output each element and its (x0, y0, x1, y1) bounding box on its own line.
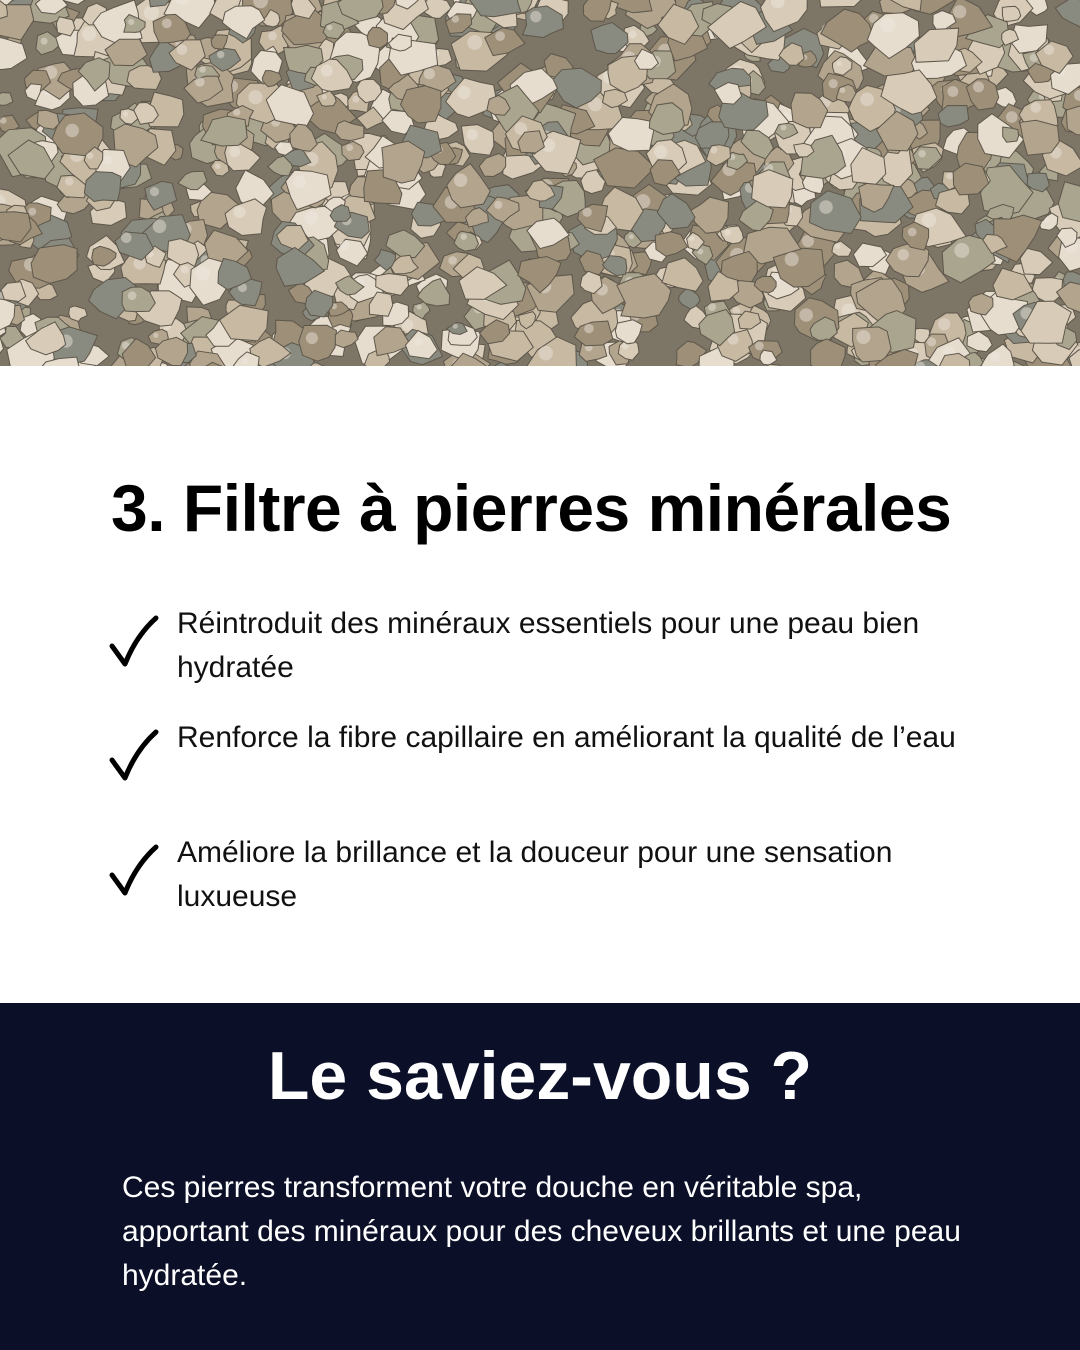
stone-highlight (467, 35, 482, 50)
stone-highlight (938, 318, 950, 330)
stone-highlight (725, 229, 731, 235)
stone-highlight (215, 163, 221, 169)
stone-highlight (948, 86, 959, 97)
stone-highlight (654, 145, 667, 158)
stone-highlight (123, 112, 128, 117)
stone-highlight (973, 81, 984, 92)
stone-highlight (856, 330, 870, 344)
stone-highlight (162, 19, 172, 29)
mineral-stones-photo (0, 0, 1080, 366)
stone-highlight (233, 109, 240, 116)
stone-highlight (708, 303, 716, 311)
stone-highlight (946, 173, 953, 180)
stone-highlight (457, 86, 470, 99)
stone (1020, 120, 1059, 155)
stone-highlight (582, 208, 591, 217)
stone-highlight (293, 176, 306, 189)
benefit-text: Améliore la brillance et la douceur pour une sensation luxueuse (177, 836, 893, 913)
stone-highlight (530, 11, 541, 22)
stone-highlight (65, 177, 73, 185)
stone-highlight (153, 220, 167, 234)
hero-image (0, 0, 1080, 366)
banner-text: Ces pierres transforment votre douche en véritable spa, apportant des minéraux pour des cheveux brillants et une peau hydratée. (122, 1171, 961, 1292)
stone-highlight (327, 25, 333, 31)
benefit-item (108, 716, 988, 806)
stone-highlight (448, 256, 457, 265)
stone-highlight (494, 201, 502, 209)
stone-highlight (268, 32, 277, 41)
stone-highlight (495, 31, 505, 41)
stone-highlight (467, 129, 478, 140)
benefit-text: Renforce la fibre capillaire en améliorant la qualité de l’eau (177, 721, 956, 754)
stone-highlight (153, 333, 158, 338)
stone-highlight (1044, 217, 1049, 222)
stone (56, 17, 75, 36)
stone-highlight (128, 291, 137, 300)
stone-highlight (248, 90, 262, 104)
stone-highlight (1006, 111, 1018, 123)
stone-highlight (234, 206, 246, 218)
stone-highlight (414, 337, 423, 346)
stone-highlight (799, 308, 813, 322)
stone (1003, 127, 1019, 142)
stone-highlight (918, 150, 925, 157)
did-you-know-banner (0, 1003, 1080, 1350)
stone-highlight (306, 332, 318, 344)
stone-highlight (454, 174, 467, 187)
stone-highlight (584, 324, 594, 334)
stone-highlight (881, 17, 896, 32)
stone-highlight (195, 77, 205, 87)
benefit-item (108, 831, 988, 921)
stone-highlight (352, 96, 359, 103)
stone-highlight (711, 147, 718, 154)
stone-highlight (417, 304, 422, 309)
stone-highlight (927, 337, 936, 346)
stone-highlight (277, 142, 282, 147)
stone-highlight (322, 94, 327, 99)
stone-highlight (837, 61, 842, 66)
content-section (0, 366, 1080, 1003)
stone-highlight (452, 15, 459, 22)
stone-highlight (199, 66, 206, 73)
stone-highlight (1030, 102, 1041, 113)
stone-highlight (321, 65, 333, 77)
stone-highlight (785, 252, 799, 266)
stone-highlight (629, 234, 634, 239)
stone-highlight (781, 125, 787, 131)
section-title: 3. Filtre à pierres minérales (111, 471, 952, 545)
stone-highlight (922, 213, 936, 227)
check-icon (108, 843, 160, 899)
stone-highlight (461, 234, 467, 240)
stone-highlight (755, 342, 764, 351)
benefit-text: Réintroduit des minéraux essentiels pour une peau bien hydratée (177, 607, 920, 684)
stone-highlight (424, 68, 435, 79)
stone-highlight (102, 155, 112, 165)
stone-highlight (28, 208, 36, 216)
stone-highlight (181, 266, 189, 274)
stone-highlight (177, 44, 188, 55)
stone (853, 327, 892, 362)
stone-highlight (128, 19, 134, 25)
stone-highlight (860, 93, 874, 107)
stone-highlight (629, 30, 637, 38)
stone-highlight (229, 146, 240, 157)
check-icon (108, 728, 160, 784)
stone-highlight (689, 236, 694, 241)
stone-highlight (87, 152, 94, 159)
stone-highlight (66, 124, 79, 137)
stone-highlight (898, 249, 909, 260)
stone-highlight (829, 79, 838, 88)
stone-highlight (340, 241, 350, 251)
stone-highlight (150, 187, 159, 196)
stone-highlight (144, 5, 159, 20)
stone-highlight (953, 5, 966, 18)
check-icon (108, 614, 160, 670)
stone-highlight (242, 358, 249, 365)
stone-highlight (217, 51, 224, 58)
stone (1002, 6, 1020, 21)
stone-highlight (121, 232, 132, 243)
stone-highlight (990, 352, 1000, 362)
stone-highlight (41, 38, 48, 45)
banner-title: Le saviez-vous ? (267, 1038, 813, 1114)
stone-highlight (835, 243, 841, 249)
stone-highlight (196, 266, 210, 280)
stone-highlight (908, 228, 917, 237)
stone-highlight (733, 307, 741, 315)
stone-highlight (82, 27, 96, 41)
stone-highlight (346, 144, 353, 151)
stone-highlight (0, 117, 7, 124)
stone-highlight (819, 200, 833, 214)
stone-highlight (840, 87, 846, 93)
stone-highlight (539, 346, 553, 360)
stone-highlight (453, 324, 458, 329)
stone-highlight (954, 243, 969, 258)
benefit-item (108, 602, 988, 692)
stone-highlight (1044, 45, 1054, 55)
stone-highlight (305, 211, 319, 225)
